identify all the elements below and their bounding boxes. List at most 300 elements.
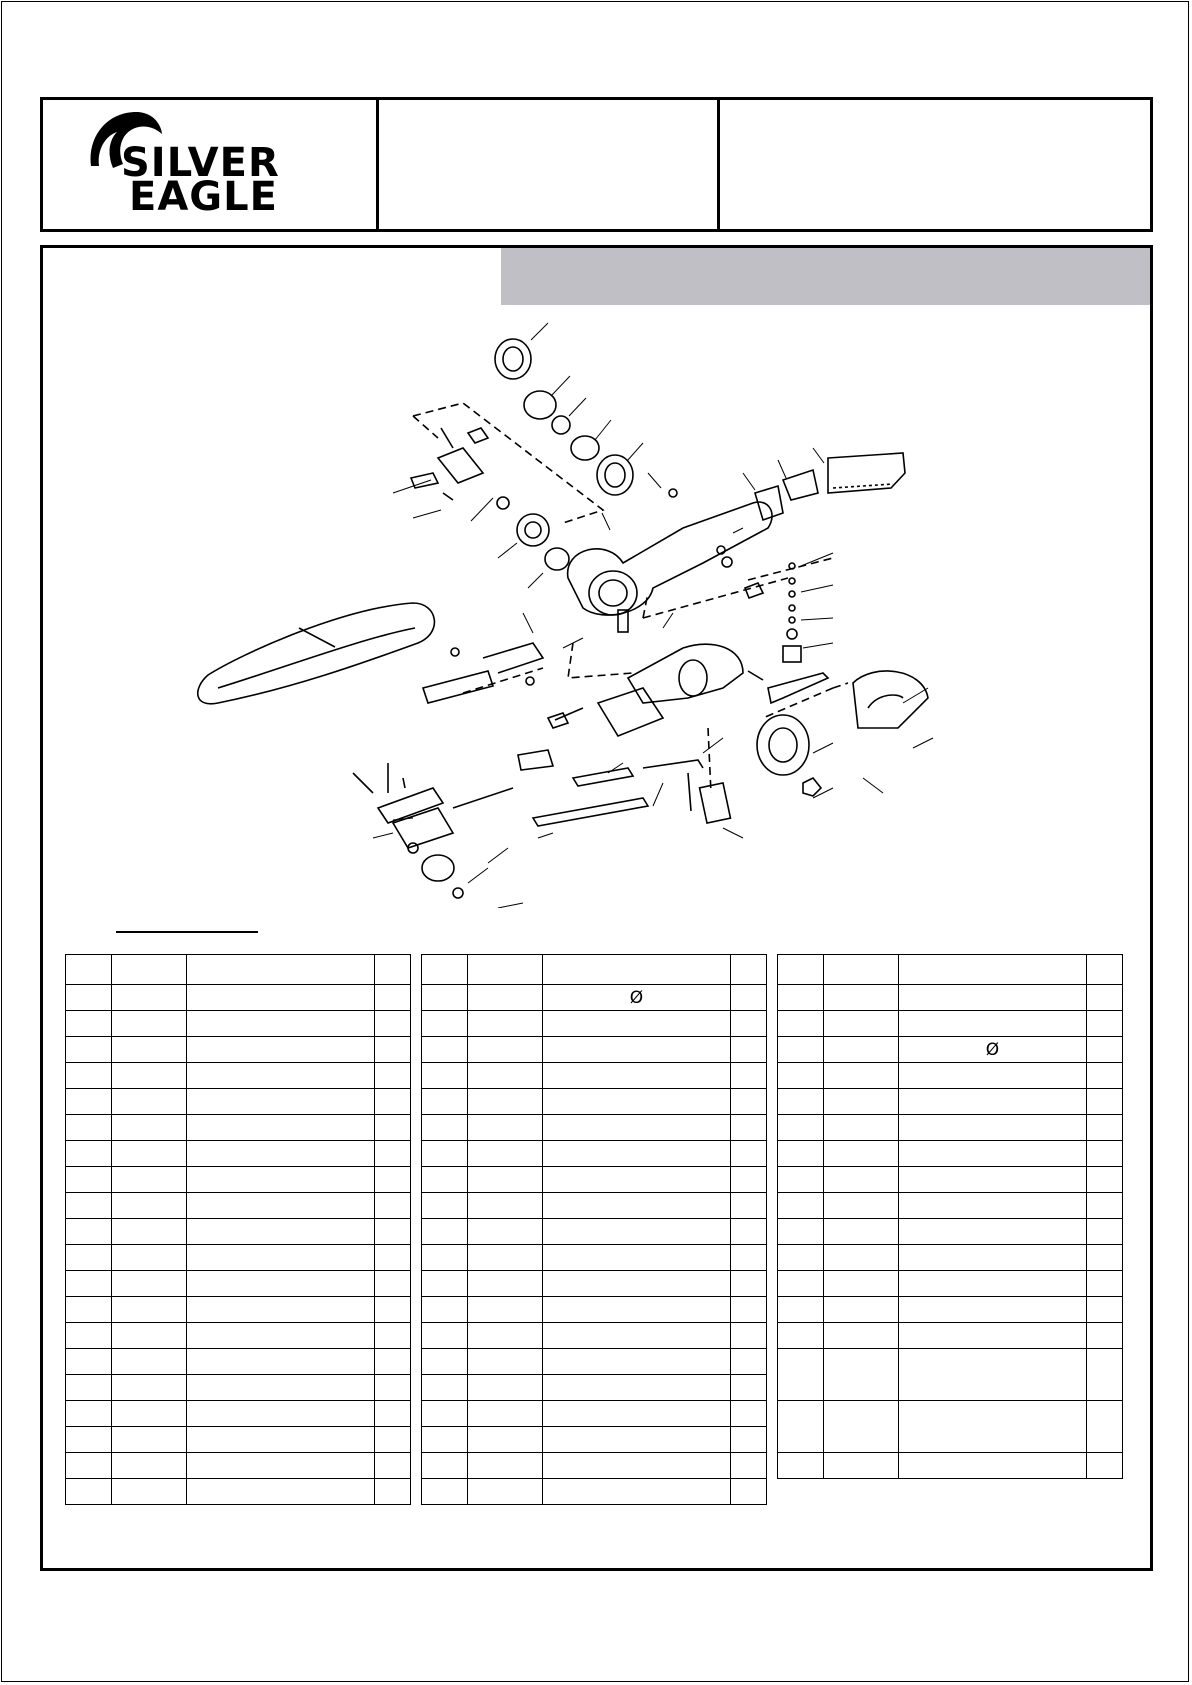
table-cell: [899, 1011, 1087, 1037]
table-cell: [187, 1349, 375, 1375]
table-header-row: [422, 955, 767, 985]
table-cell: [66, 1011, 112, 1037]
table-row: [778, 1297, 1123, 1323]
table-cell: [187, 1245, 375, 1271]
table-row: [66, 1037, 411, 1063]
table-cell: [899, 1297, 1087, 1323]
platen-shoe: [518, 750, 553, 770]
table-header-row: [778, 955, 1123, 985]
table-cell: [468, 985, 543, 1011]
table-cell: [66, 1141, 112, 1167]
table-cell: [66, 1063, 112, 1089]
table-cell: [824, 1401, 899, 1453]
rear-bearing: [517, 514, 549, 546]
table-cell: [375, 1063, 411, 1089]
throttle-lever: [768, 673, 828, 703]
table-row: [422, 1349, 767, 1375]
table-row: [422, 1375, 767, 1401]
table-cell: [899, 1167, 1087, 1193]
table-cell: [1087, 1297, 1123, 1323]
table-cell: [422, 985, 468, 1011]
table-cell: [422, 1349, 468, 1375]
table-cell: [66, 1115, 112, 1141]
table-row: [422, 1167, 767, 1193]
table-row: [66, 1349, 411, 1375]
table-cell: [66, 1349, 112, 1375]
table-cell: [468, 1479, 543, 1505]
table-row: [422, 1271, 767, 1297]
regulator: [755, 486, 783, 520]
table-cell: [375, 1479, 411, 1505]
table-cell: [187, 1011, 375, 1037]
table-cell: [375, 1427, 411, 1453]
table-cell: [778, 1063, 824, 1089]
table-cell: [824, 955, 899, 985]
table-cell: [422, 1115, 468, 1141]
table-cell: [66, 955, 112, 985]
table-cell: [422, 1063, 468, 1089]
table-cell: [468, 1063, 543, 1089]
table-cell: [468, 955, 543, 985]
table-cell: [112, 1167, 187, 1193]
table-cell: [375, 1011, 411, 1037]
table-header-row: [66, 955, 411, 985]
table-cell: [899, 1037, 1087, 1063]
table-cell: [468, 1089, 543, 1115]
table-cell: [731, 1427, 767, 1453]
table-cell: [1087, 1167, 1123, 1193]
table-cell: [778, 1141, 824, 1167]
table-cell: [731, 1479, 767, 1505]
table-cell: [187, 1063, 375, 1089]
parts-table-left: [65, 954, 411, 1505]
table-cell: [543, 985, 731, 1011]
table-cell: [731, 1349, 767, 1375]
table-cell: [1087, 955, 1123, 985]
table-cell: [187, 955, 375, 985]
table-cell: [375, 1115, 411, 1141]
table-cell: [468, 1011, 543, 1037]
table-cell: [66, 1427, 112, 1453]
table-cell: [731, 1271, 767, 1297]
table-row: [422, 1323, 767, 1349]
table-cell: [66, 1167, 112, 1193]
parts-table-left-body: [66, 955, 411, 1505]
table-cell: [187, 1089, 375, 1115]
motor-housing: [568, 502, 772, 615]
table-cell: [375, 1245, 411, 1271]
table-cell: [899, 1219, 1087, 1245]
table-cell: [1087, 1063, 1123, 1089]
parts-table-middle-body: [422, 955, 767, 1505]
table-cell: [375, 955, 411, 985]
table-cell: [824, 1453, 899, 1479]
table-row: [778, 1219, 1123, 1245]
table-row: [422, 1245, 767, 1271]
table-cell: [112, 1141, 187, 1167]
table-cell: [375, 1297, 411, 1323]
table-cell: [1087, 1089, 1123, 1115]
table-cell: [422, 1193, 468, 1219]
table-cell: [731, 1245, 767, 1271]
table-cell: [112, 1297, 187, 1323]
table-cell: [187, 985, 375, 1011]
table-row: [422, 1427, 767, 1453]
table-cell: [468, 1115, 543, 1141]
table-row: [422, 1479, 767, 1505]
table-cell: [375, 1401, 411, 1427]
table-cell: [375, 1089, 411, 1115]
table-row: [66, 1089, 411, 1115]
table-cell: [824, 1193, 899, 1219]
table-cell: [731, 955, 767, 985]
guide: [573, 768, 633, 786]
table-row: [422, 1115, 767, 1141]
table-cell: [899, 1193, 1087, 1219]
table-row: [66, 1479, 411, 1505]
table-cell: [824, 985, 899, 1011]
table-cell: [66, 1193, 112, 1219]
table-cell: [66, 1219, 112, 1245]
table-cell: [112, 1245, 187, 1271]
table-cell: [824, 1245, 899, 1271]
table-cell: [1087, 1219, 1123, 1245]
table-cell: [422, 1037, 468, 1063]
table-cell: [112, 1479, 187, 1505]
table-cell: [731, 1297, 767, 1323]
table-row: [66, 1115, 411, 1141]
table-cell: [899, 1349, 1087, 1401]
table-cell: [731, 1323, 767, 1349]
bearing: [552, 416, 570, 434]
table-cell: [468, 1167, 543, 1193]
table-cell: [899, 1141, 1087, 1167]
table-cell: [731, 1115, 767, 1141]
table-cell: [187, 1219, 375, 1245]
table-cell: [66, 985, 112, 1011]
table-row: [66, 1219, 411, 1245]
table-cell: [375, 1219, 411, 1245]
table-cell: [112, 1063, 187, 1089]
table-cell: [778, 1011, 824, 1037]
table-cell: [468, 1141, 543, 1167]
table-cell: [543, 955, 731, 985]
table-cell: [187, 1479, 375, 1505]
contact-wheel: [757, 715, 809, 775]
table-cell: [824, 1063, 899, 1089]
table-cell: [187, 1141, 375, 1167]
table-cell: [468, 1323, 543, 1349]
table-cell: [1087, 1453, 1123, 1479]
table-row: [778, 1089, 1123, 1115]
table-cell: [112, 1323, 187, 1349]
table-cell: [824, 1141, 899, 1167]
table-cell: [375, 1375, 411, 1401]
table-cell: [543, 1219, 731, 1245]
table-cell: [422, 1401, 468, 1427]
table-cell: [824, 1297, 899, 1323]
table-cell: [778, 1167, 824, 1193]
table-cell: [731, 1063, 767, 1089]
table-cell: [778, 1323, 824, 1349]
table-cell: [543, 1167, 731, 1193]
table-cell: [543, 1037, 731, 1063]
table-cell: [187, 1193, 375, 1219]
table-cell: [422, 1375, 468, 1401]
table-cell: [1087, 1245, 1123, 1271]
table-cell: [778, 1453, 824, 1479]
table-cell: [187, 1375, 375, 1401]
table-row: [66, 1323, 411, 1349]
table-cell: [187, 1453, 375, 1479]
table-cell: [468, 1427, 543, 1453]
table-cell: [422, 1271, 468, 1297]
legend-underline: [116, 931, 258, 933]
table-cell: [422, 1141, 468, 1167]
table-cell: [899, 1271, 1087, 1297]
table-cell: [543, 1323, 731, 1349]
table-cell: [778, 1245, 824, 1271]
table-cell: [778, 985, 824, 1011]
table-row: [422, 1401, 767, 1427]
table-cell: [375, 1453, 411, 1479]
table-row: [66, 1401, 411, 1427]
table-row: [422, 1011, 767, 1037]
table-cell: [543, 1063, 731, 1089]
table-row: [66, 1297, 411, 1323]
table-cell: [187, 1271, 375, 1297]
table-row: [422, 1453, 767, 1479]
table-cell: [422, 1297, 468, 1323]
table-cell: [375, 985, 411, 1011]
header: [40, 97, 1153, 232]
table-cell: [468, 1297, 543, 1323]
table-cell: [731, 1089, 767, 1115]
table-cell: [422, 1427, 468, 1453]
table-cell: [899, 955, 1087, 985]
table-cell: [731, 1375, 767, 1401]
table-cell: [468, 1453, 543, 1479]
table-row: [66, 1245, 411, 1271]
table-cell: [112, 955, 187, 985]
table-cell: [778, 1115, 824, 1141]
table-cell: [899, 1453, 1087, 1479]
table-row: [66, 1141, 411, 1167]
table-row: [778, 1063, 1123, 1089]
table-cell: [468, 1037, 543, 1063]
table-cell: [66, 1089, 112, 1115]
table-cell: [112, 1037, 187, 1063]
table-cell: [824, 1219, 899, 1245]
table-cell: [543, 1245, 731, 1271]
table-cell: [1087, 1349, 1123, 1401]
table-cell: [778, 1219, 824, 1245]
table-cell: [468, 1375, 543, 1401]
table-cell: [543, 1271, 731, 1297]
table-cell: [422, 1011, 468, 1037]
table-cell: [112, 1375, 187, 1401]
table-cell: [375, 1037, 411, 1063]
table-cell: [778, 955, 824, 985]
table-row: [66, 1011, 411, 1037]
parts-table-middle: [421, 954, 767, 1505]
table-cell: [66, 1271, 112, 1297]
table-row: [778, 1037, 1123, 1063]
table-cell: [899, 1245, 1087, 1271]
table-cell: [899, 1089, 1087, 1115]
header-middle-cell: [379, 100, 720, 229]
table-row: [422, 1037, 767, 1063]
table-cell: [731, 1193, 767, 1219]
table-cell: [112, 1453, 187, 1479]
table-cell: [187, 1037, 375, 1063]
rotor: [438, 448, 483, 483]
table-cell: [468, 1219, 543, 1245]
silver-eagle-logo: [83, 106, 343, 216]
table-cell: [1087, 1037, 1123, 1063]
table-cell: [422, 1479, 468, 1505]
table-cell: [824, 1115, 899, 1141]
table-row: [422, 1297, 767, 1323]
table-cell: [66, 1453, 112, 1479]
table-cell: [1087, 985, 1123, 1011]
table-cell: [375, 1349, 411, 1375]
table-cell: [543, 1297, 731, 1323]
table-cell: [422, 1089, 468, 1115]
table-cell: [66, 1401, 112, 1427]
inlet-bushing: [783, 470, 818, 500]
table-cell: [112, 1401, 187, 1427]
table-cell: [112, 1271, 187, 1297]
table-cell: [112, 1427, 187, 1453]
diameter-symbol: Ø: [985, 1039, 1000, 1060]
table-cell: [112, 985, 187, 1011]
table-row: [422, 1089, 767, 1115]
table-row: [66, 1453, 411, 1479]
table-cell: [468, 1349, 543, 1375]
table-cell: [778, 1401, 824, 1453]
table-cell: [375, 1167, 411, 1193]
table-row: [778, 1245, 1123, 1271]
table-cell: [543, 1349, 731, 1375]
table-cell: [543, 1479, 731, 1505]
exploded-parts-diagram: [43, 248, 1150, 908]
table-cell: [778, 1349, 824, 1401]
table-cell: [422, 1245, 468, 1271]
table-cell: [543, 1141, 731, 1167]
table-cell: [731, 1037, 767, 1063]
parts-table-right: [777, 954, 1123, 1479]
front-collar: [495, 339, 531, 379]
table-row: [66, 985, 411, 1011]
spring: [548, 708, 583, 728]
table-row: [778, 1349, 1123, 1401]
table-row: [778, 1271, 1123, 1297]
table-cell: [422, 1219, 468, 1245]
table-cell: [112, 1219, 187, 1245]
idler-wheel: [422, 855, 454, 881]
table-cell: [66, 1323, 112, 1349]
logo-line1: SILVER: [121, 140, 280, 186]
table-row: [778, 1401, 1123, 1453]
table-cell: [543, 1089, 731, 1115]
table-cell: [187, 1323, 375, 1349]
table-cell: [187, 1401, 375, 1427]
table-cell: [468, 1401, 543, 1427]
table-cell: [731, 1011, 767, 1037]
table-cell: [543, 1401, 731, 1427]
table-cell: [375, 1141, 411, 1167]
table-row: [422, 985, 767, 1011]
table-cell: [731, 1219, 767, 1245]
table-cell: [899, 1323, 1087, 1349]
table-row: [66, 1375, 411, 1401]
diameter-symbol: Ø: [629, 987, 644, 1008]
table-cell: [112, 1011, 187, 1037]
table-cell: [468, 1271, 543, 1297]
table-cell: [375, 1323, 411, 1349]
table-cell: [66, 1037, 112, 1063]
vane: [468, 428, 488, 443]
table-row: [422, 1219, 767, 1245]
table-row: [778, 1167, 1123, 1193]
sanding-belt: [198, 603, 435, 704]
table-row: [66, 1167, 411, 1193]
table-cell: [1087, 1141, 1123, 1167]
table-cell: [731, 1167, 767, 1193]
table-cell: [66, 1479, 112, 1505]
table-cell: [1087, 1115, 1123, 1141]
table-cell: [731, 985, 767, 1011]
table-cell: [112, 1089, 187, 1115]
table-cell: [422, 1453, 468, 1479]
table-cell: [543, 1375, 731, 1401]
table-row: [778, 1115, 1123, 1141]
front-cover: [853, 671, 928, 728]
table-row: [422, 1063, 767, 1089]
table-row: [778, 1193, 1123, 1219]
table-cell: [778, 1037, 824, 1063]
table-cell: [543, 1193, 731, 1219]
table-row: [778, 1141, 1123, 1167]
tension-arm: [598, 688, 663, 736]
table-cell: [1087, 1011, 1123, 1037]
table-cell: [422, 955, 468, 985]
table-cell: [899, 1115, 1087, 1141]
table-cell: [778, 1193, 824, 1219]
table-cell: [187, 1427, 375, 1453]
table-row: [778, 1011, 1123, 1037]
table-row: [66, 1193, 411, 1219]
table-cell: [824, 1089, 899, 1115]
table-cell: [187, 1297, 375, 1323]
table-cell: [731, 1401, 767, 1427]
table-cell: [422, 1323, 468, 1349]
table-cell: [1087, 1323, 1123, 1349]
table-cell: [422, 1167, 468, 1193]
platen: [533, 798, 648, 826]
table-cell: [824, 1011, 899, 1037]
table-cell: [468, 1193, 543, 1219]
table-cell: [731, 1453, 767, 1479]
table-cell: [375, 1271, 411, 1297]
table-cell: [468, 1245, 543, 1271]
table-row: [66, 1427, 411, 1453]
table-cell: [824, 1271, 899, 1297]
parts-table-right-body: [778, 955, 1123, 1479]
table-row: [422, 1141, 767, 1167]
table-cell: [899, 1063, 1087, 1089]
